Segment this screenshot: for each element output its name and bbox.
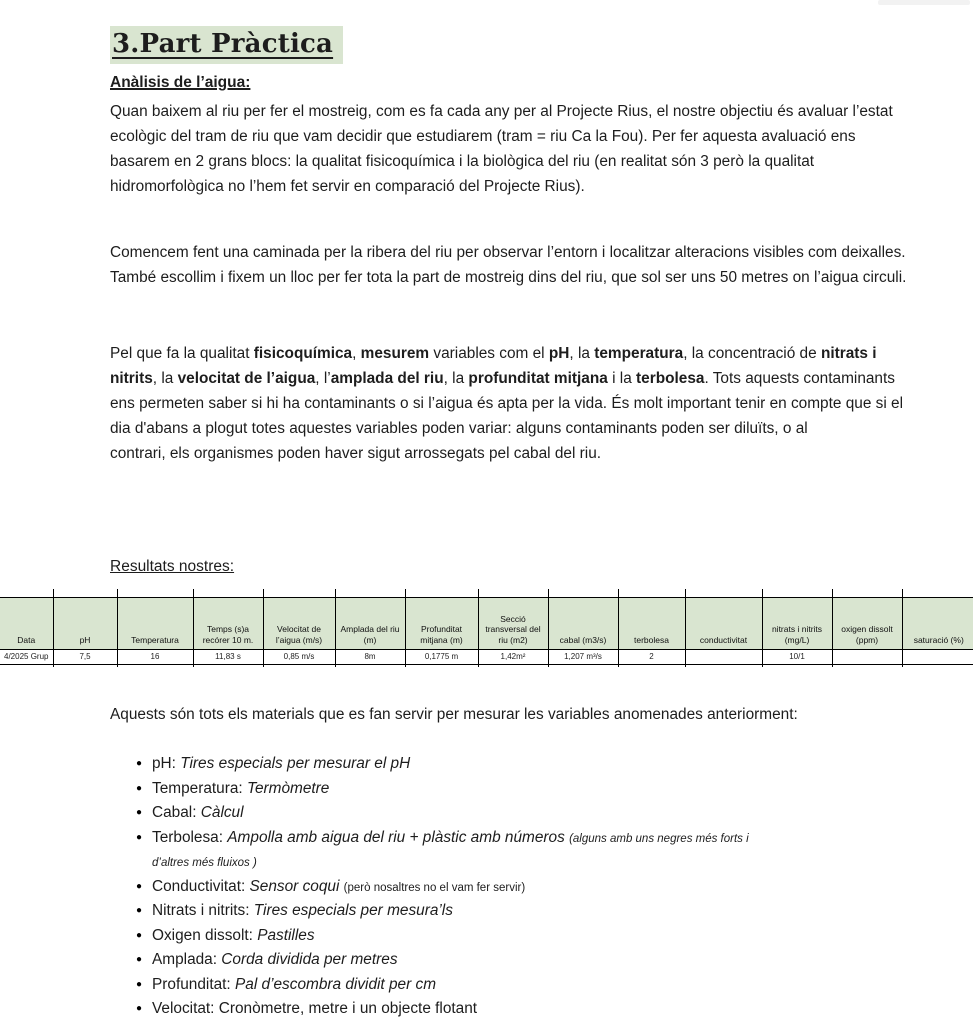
- text-run: , la: [152, 370, 178, 387]
- table-cell: 10/1: [762, 650, 832, 665]
- table-top-border-ticks: [0, 589, 973, 597]
- table-column-header: saturació (%): [902, 598, 973, 650]
- text-run: terbolesa: [636, 370, 705, 387]
- bullet-icon: ●: [136, 758, 143, 769]
- table-border-tick: [335, 589, 336, 597]
- text-run: , la: [443, 370, 469, 387]
- text-run: pH:: [152, 755, 181, 772]
- materials-item-text: [152, 997, 920, 1022]
- table-cell: 0,1775 m: [405, 650, 478, 665]
- text-run: d’altres més fluixos ): [152, 857, 257, 869]
- analysis-heading: Anàlisis de l’aigua:: [110, 74, 251, 91]
- table-border-tick: [405, 659, 406, 667]
- text-run: Sensor coqui: [249, 877, 344, 895]
- bullet-icon: ●: [136, 880, 143, 892]
- text-run: Terbolesa:: [152, 828, 228, 846]
- text-run: Pal d’escombra dividit per cm: [235, 975, 437, 993]
- table-cell: 0,85 m/s: [263, 650, 335, 665]
- table-column-header: conductivitat: [685, 598, 762, 650]
- text-run: Nitrats i nitrits:: [152, 902, 254, 919]
- text-run: Termòmetre: [246, 779, 330, 797]
- results-table-header-row: [0, 598, 973, 650]
- text-run: Oxigen dissolt:: [152, 926, 258, 944]
- table-column-header: Velocitat de l’aigua (m/s): [263, 598, 335, 650]
- materials-list: [130, 752, 920, 1022]
- table-cell: 16: [117, 650, 193, 665]
- table-border-tick: [53, 589, 54, 597]
- text-run: Corda dividida per metres: [221, 951, 398, 968]
- table-border-tick: [832, 659, 833, 667]
- text-run: contrari, els organismes poden haver sigut arrossegats pel cabal del riu.: [110, 445, 602, 462]
- text-run: variables com el: [429, 345, 549, 362]
- page-edge-artifact: [878, 0, 970, 5]
- text-run: , l’: [315, 370, 331, 387]
- table-border-tick: [263, 589, 264, 597]
- table-border-tick: [618, 589, 619, 597]
- text-run: profunditat mitjana: [468, 370, 608, 387]
- text-run: fisicoquímica: [253, 345, 353, 362]
- text-run: Pastilles: [257, 926, 315, 944]
- table-column-header: pH: [53, 598, 117, 650]
- text-run: Aquests són tots els materials que es fan servir per mesurar les variables anomenades anteriorment:: [110, 706, 798, 723]
- table-column-header: cabal (m3/s): [548, 598, 618, 650]
- text-run: velocitat de l’aigua: [177, 370, 316, 387]
- text-run: Temperatura:: [152, 779, 247, 797]
- materials-list-item: [130, 973, 920, 998]
- text-run: mesurem: [360, 345, 430, 362]
- materials-list-item: [130, 801, 920, 826]
- materials-item-text: [152, 777, 920, 802]
- table-cell: 1,207 m³/s: [548, 650, 618, 665]
- table-bottom-border-ticks: [0, 659, 973, 667]
- bullet-icon: ●: [136, 978, 143, 990]
- bullet-icon: ●: [136, 807, 143, 818]
- results-table: [0, 597, 973, 665]
- table-border-tick: [902, 589, 903, 597]
- text-run: (però nosaltres no el vam fer servir): [343, 881, 526, 894]
- materials-item-text: [152, 801, 920, 826]
- table-cell: 2: [618, 650, 685, 665]
- table-border-tick: [832, 589, 833, 597]
- text-run: Cabal:: [152, 804, 201, 821]
- table-border-tick: [902, 659, 903, 667]
- materials-list-item: [130, 997, 920, 1022]
- table-border-tick: [405, 589, 406, 597]
- table-border-tick: [53, 659, 54, 667]
- text-run: . Tots aquests contaminants ens permeten saber si hi ha contaminants o si l’aigua és apta per la vida. És molt important tenir en compte que si el dia d'abans a plogut totes aquestes variables poden variar: alguns contaminants poden ser diluïts, o al: [110, 370, 904, 437]
- text-run: Quan baixem al riu per fer el mostreig, com es fa cada any per al Projecte Rius, el nostre objectiu és avaluar l’estat ecològic del tram de riu que vam decidir que estudiarem (tram = riu Ca la Fou). Per fer aquesta avaluació ens basarem en 2 grans blocs: la qualitat fisicoquímica i la biològica del riu (en realitat són 3 però la qualitat hidromorfològica no l’hem fet servir en comparació del Projecte Rius).: [110, 103, 893, 195]
- table-border-tick: [762, 589, 763, 597]
- text-run: Tires especials per mesurar el pH: [180, 755, 411, 772]
- materials-intro: [110, 702, 908, 727]
- table-column-header: Amplada del riu (m): [335, 598, 405, 650]
- bullet-icon: ●: [136, 905, 143, 916]
- bullet-icon: ●: [136, 954, 143, 965]
- materials-list-item: [130, 777, 920, 802]
- table-border-tick: [193, 659, 194, 667]
- materials-item-text: [152, 752, 920, 777]
- table-column-header: Profunditat mitjana (m): [405, 598, 478, 650]
- table-border-tick: [263, 659, 264, 667]
- table-border-tick: [478, 589, 479, 597]
- results-heading: Resultats nostres:: [110, 558, 235, 575]
- text-run: Velocitat: Cronòmetre, metre i un objecte flotant: [152, 1000, 478, 1017]
- text-run: i la: [607, 370, 637, 387]
- materials-item-text: [152, 875, 920, 900]
- table-cell: 11,83 s: [193, 650, 263, 665]
- materials-item-text: [152, 899, 920, 924]
- text-run: Comencem fent una caminada per la ribera del riu per observar l’entorn i localitzar alteracions visibles com deixalles. També escollim i fixem un lloc per fer tota la part de mostreig dins del riu, que sol ser uns 50 metres on l’aigua circuli.: [110, 244, 907, 286]
- section-title: 3.Part Pràctica: [110, 26, 343, 64]
- text-run: ,: [352, 345, 361, 362]
- bullet-icon: ●: [136, 929, 143, 941]
- text-run: Ampolla amb aigua del riu + plàstic amb números: [227, 828, 570, 846]
- text-run: pH: [548, 345, 570, 362]
- table-border-tick: [548, 659, 549, 667]
- table-cell: 7,5: [53, 650, 117, 665]
- table-border-tick: [335, 659, 336, 667]
- text-run: Càlcul: [200, 804, 244, 821]
- table-border-tick: [117, 659, 118, 667]
- table-column-header: Secció transversal del riu (m2): [478, 598, 548, 650]
- table-border-tick: [117, 589, 118, 597]
- table-column-header: oxigen dissolt (ppm): [832, 598, 902, 650]
- text-run: (alguns amb uns negres més forts i: [569, 832, 749, 845]
- table-column-header: Temps (s)a recórer 10 m.: [193, 598, 263, 650]
- text-run: amplada del riu: [330, 370, 444, 387]
- text-run: , la concentració de: [683, 345, 821, 362]
- text-run: temperatura: [594, 345, 684, 362]
- table-cell: 4/2025 Grup: [0, 650, 53, 665]
- materials-list-item: [130, 826, 920, 875]
- analysis-paragraph-1: [110, 99, 908, 199]
- bullet-icon: ●: [136, 1003, 143, 1014]
- text-run: Conductivitat:: [152, 877, 250, 895]
- table-border-tick: [478, 659, 479, 667]
- materials-item-text: [152, 948, 920, 973]
- materials-item-text: [152, 973, 920, 998]
- table-cell: 1,42m²: [478, 650, 548, 665]
- table-column-header: terbolesa: [618, 598, 685, 650]
- materials-list-item: [130, 875, 920, 900]
- table-column-header: Data: [0, 598, 53, 650]
- table-border-tick: [548, 589, 549, 597]
- bullet-icon: ●: [136, 831, 143, 843]
- table-border-tick: [618, 659, 619, 667]
- bullet-icon: ●: [136, 782, 143, 794]
- materials-item-text: [152, 924, 920, 949]
- analysis-paragraph-3: [110, 341, 908, 466]
- table-cell: 8m: [335, 650, 405, 665]
- table-column-header: Temperatura: [117, 598, 193, 650]
- materials-list-item: [130, 752, 920, 777]
- text-run: Amplada:: [152, 951, 222, 968]
- table-border-tick: [193, 589, 194, 597]
- table-column-header: nitrats i nitrits (mg/L): [762, 598, 832, 650]
- materials-item-text: [152, 826, 920, 875]
- text-run: nitrats i nitrits: [110, 345, 877, 387]
- analysis-paragraph-2: [110, 240, 908, 290]
- text-run: , la: [569, 345, 595, 362]
- materials-list-item: [130, 899, 920, 924]
- materials-list-item: [130, 948, 920, 973]
- table-border-tick: [685, 589, 686, 597]
- table-border-tick: [685, 659, 686, 667]
- text-run: Profunditat:: [152, 975, 235, 993]
- table-border-tick: [762, 659, 763, 667]
- text-run: Tires especials per mesura’ls: [253, 902, 453, 919]
- text-run: Pel que fa la qualitat: [110, 345, 254, 362]
- materials-list-item: [130, 924, 920, 949]
